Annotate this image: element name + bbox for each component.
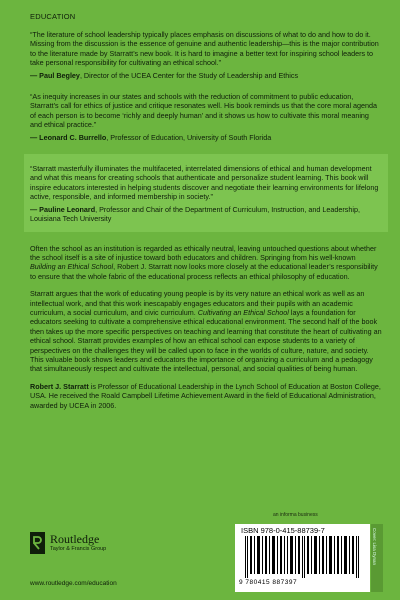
quote-attribution [30, 71, 382, 80]
author-name: Robert J. Starratt [30, 381, 89, 391]
quote-affiliation: , Professor and Chair of the Department of Curriculum, Instruction, and Leadership, Louisiana Tech University [30, 204, 360, 224]
quote-author: — Paul Begley [30, 70, 80, 80]
publisher-url[interactable]: www.routledge.com/education [30, 580, 117, 587]
barcode-icon [241, 536, 365, 578]
author-bio [30, 382, 382, 410]
endorsement-quote-3 [24, 154, 388, 231]
quote-affiliation: , Director of the UCEA Center for the Study of Leadership and Ethics [79, 70, 299, 80]
description-paragraph-2 [30, 289, 382, 374]
cover-credit-strip [371, 524, 383, 592]
quote-attribution [30, 205, 382, 224]
description-paragraph-1 [30, 244, 382, 282]
paragraph-text: Often the school as an institution is regarded as ethically neutral, leaving untouched questions about whether the school itself is a site of injustice toward both educators and children. Springing from his well-known [30, 243, 377, 262]
book-title: Cultivating an Ethical School [197, 307, 289, 317]
barcode-digits: 9 780415 887397 [239, 579, 298, 586]
quote-author: — Leonard C. Burrello [30, 132, 107, 142]
paragraph-text: , Robert J. Starratt now looks more closely at the educational leader’s responsibility to ensure that the whole fabric of the educational process reflects an ethical philosophy of education. [30, 262, 378, 281]
barcode-block [235, 512, 370, 592]
publisher-subtitle: Taylor & Francis Group [50, 546, 107, 552]
quote-author: — Pauline Leonard [30, 204, 96, 214]
endorsement-quote-2 [30, 92, 382, 142]
quote-text: “The literature of school leadership typically places emphasis on discussions of what to do and how to do it. Missing from the discussion is the essence of genuine and authentic leadership—this is the major contribution to the literature made by Starratt’s new book. It is hard to imagine a better text for inspiring school leaders to take personal responsibility for cultivating an ethical school.” [30, 30, 379, 68]
routledge-logo-icon [30, 532, 45, 554]
paragraph-text: lays a foundation for educators seeking to cultivate a comprehensive ethical educational environment. The second half of the book then takes up the more specific perspectives on teaching and learning that constitute the heart of cultivating an ethical school. Starratt provides examples of how an ethical school can expose students to a variety of perspectives on the challenges they will be called upon to face in the worlds of culture, nature, and society. This valuable book shows leaders and educators the importance of organizing a curriculum and a pedagogy that simultaneously respect and cultivate the intellectual, personal, and social qualities of being human. [30, 307, 382, 374]
quote-text: “As inequity increases in our states and schools with the reduction of commitment to public education, Starratt’s call for ethics of justice and critique resonates well. His book reminds us that the core moral agenda of each person is to become ‘richly and deeply human’ and it shows us how to cultivate this moral meaning and ethical practice.” [30, 92, 378, 130]
paragraph-text: Starratt argues that the work of educating young people is by its very nature an ethical work as well as an intellectual work, and that this work inescapably engages educators and their pupils with an academic curriculum, a social curriculum, and civic curriculum. [30, 289, 365, 317]
endorsement-quote-1 [30, 30, 382, 80]
quote-text: “Starratt masterfully illuminates the multifaceted, interrelated dimensions of ethical and human development and what this means for creating schools that authenticate and personalize student learning. This book will inspire educators interested in helping students discover and negotiate their learning environments for lifelong active, responsible, and informed membership in society.” [30, 164, 379, 202]
isbn-box [235, 524, 370, 592]
quote-affiliation: , Professor of Education, University of South Florida [106, 132, 272, 142]
book-title: Building an Ethical School [30, 262, 114, 272]
informa-label: an informa business [273, 512, 318, 518]
cover-footer [30, 512, 382, 592]
cover-credit: Cover: Lisa Dynan [372, 528, 377, 566]
category-label: EDUCATION [30, 12, 76, 21]
bio-text: is Professor of Educational Leadership in the Lynch School of Education at Boston College, USA. He received the Roald Campbell Lifetime Achievement Award in the field of Educational Administration, awarded by UCEA in 2006. [30, 381, 381, 410]
publisher-name: Routledge [50, 532, 100, 546]
quote-attribution [30, 133, 382, 142]
isbn-label: ISBN 978-0-415-88739-7 [241, 526, 325, 535]
